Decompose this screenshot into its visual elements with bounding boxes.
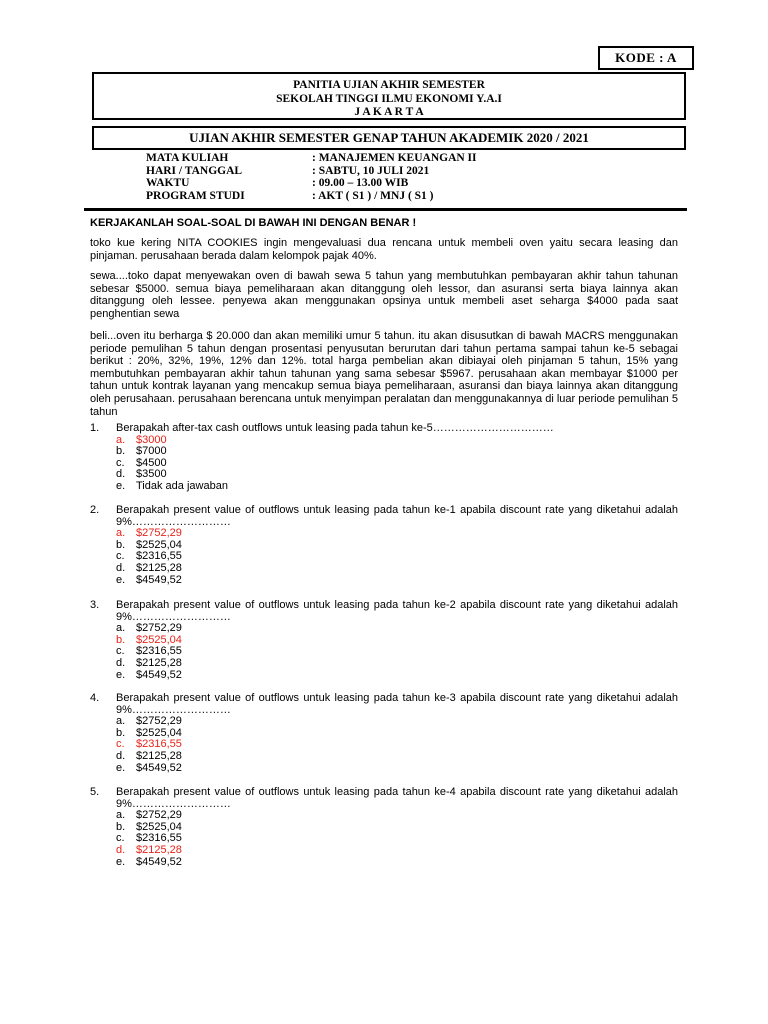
option-letter: a. <box>116 527 126 540</box>
committee-line: PANITIA UJIAN AKHIR SEMESTER <box>293 79 485 91</box>
option-text: $2525,04 <box>136 820 182 833</box>
option-letter: b. <box>116 633 126 646</box>
instruction: KERJAKANLAH SOAL-SOAL DI BAWAH INI DENGAN BENAR ! <box>90 217 417 229</box>
case-buy: beli...oven itu berharga $ 20.000 dan akan memiliki umur 5 tahun. itu akan disusutkan di bawah MACRS menggunakan periode pemulihan 5 tahun dengan prosentasi penyusutan berurutan dari tahun pertama sampai tahun ke-5 sebagai berikut : 20%, 32%, 19%, 12% dan 12%. total harga pembelian akan dibiayai oleh pinjaman 5 tahun, 15% yang membutuhkan pembayaran akhir tahun tahunan yang sama sebesar $5967. perusahaan akan membayar $1000 per tahun untuk kontrak layanan yang mencakup semua biaya pemeliharaan, asuransi dan biaya lainnya akan ditanggung oleh perusahaan. perusahaan berencana untuk menyimpan peralatan dan menggunakannya di luar periode pemulihan 5 tahun <box>90 330 678 418</box>
question-head <box>90 693 678 716</box>
option-text: Tidak ada jawaban <box>136 479 228 492</box>
option-text: $2125,28 <box>136 561 182 574</box>
answer-option <box>116 635 678 647</box>
info-label: WAKTU <box>146 177 190 190</box>
info-row-program <box>146 190 477 203</box>
option-list <box>116 716 678 774</box>
option-item <box>116 857 678 869</box>
option-item <box>116 763 678 775</box>
option-text: $4549,52 <box>136 573 182 586</box>
answer-option <box>116 528 678 540</box>
option-item <box>116 716 678 728</box>
question-4 <box>90 693 678 774</box>
option-text: $2316,55 <box>136 738 182 751</box>
exam-title: UJIAN AKHIR SEMESTER GENAP TAHUN AKADEMIK 2020 / 2021 <box>189 130 589 145</box>
question-number: 5. <box>90 786 100 798</box>
question-head <box>90 600 678 623</box>
option-list <box>116 435 678 493</box>
info-row-date <box>146 165 477 178</box>
option-letter: c. <box>116 550 125 563</box>
option-text: $4549,52 <box>136 761 182 774</box>
option-text: $2752,29 <box>136 527 182 540</box>
info-label: PROGRAM STUDI <box>146 189 245 202</box>
option-list <box>116 528 678 586</box>
option-letter: c. <box>116 645 125 658</box>
option-item <box>116 670 678 682</box>
option-text: $2316,55 <box>136 832 182 845</box>
question-head <box>90 423 678 435</box>
case-lease: sewa....toko dapat menyewakan oven di bawah sewa 5 tahun yang membutuhkan pembayaran akhir tahun tahunan sebesar $5000. semua biaya pemeliharaan akan ditanggung oleh lessor, dan asuransi serta biaya lainnya akan ditanggung oleh lessee. penyewa akan menggunakan opsinya untuk membeli aset seharga $4000 pada saat penghentian sewa <box>90 270 678 320</box>
option-text: $2316,55 <box>136 550 182 563</box>
info-value: : AKT ( S1 ) / MNJ ( S1 ) <box>312 189 434 202</box>
question-text: Berapakah present value of outflows untuk leasing pada tahun ke-2 apabila discount rate yang diketahui adalah 9%……………………… <box>116 599 678 623</box>
option-list <box>116 623 678 681</box>
option-letter: a. <box>116 622 126 635</box>
city-line: J A K A R T A <box>354 106 424 118</box>
option-letter: d. <box>116 749 126 762</box>
exam-code-box <box>598 46 694 70</box>
option-letter: e. <box>116 573 126 586</box>
info-value: : SABTU, 10 JULI 2021 <box>312 164 430 177</box>
option-letter: c. <box>116 832 125 845</box>
exam-info <box>146 152 477 202</box>
option-letter: a. <box>116 715 126 728</box>
option-item <box>116 728 678 740</box>
option-text: $4500 <box>136 456 167 469</box>
option-item <box>116 446 678 458</box>
answer-option <box>116 739 678 751</box>
question-text: Berapakah present value of outflows untuk leasing pada tahun ke-1 apabila discount rate yang diketahui adalah 9%……………………… <box>116 504 678 528</box>
info-value: : MANAJEMEN KEUANGAN II <box>312 152 477 164</box>
question-number: 1. <box>90 422 100 434</box>
option-text: $2752,29 <box>136 622 182 635</box>
option-letter: e. <box>116 479 126 492</box>
option-text: $2752,29 <box>136 715 182 728</box>
question-number: 2. <box>90 504 100 516</box>
option-text: $3500 <box>136 468 167 481</box>
option-text: $3000 <box>136 433 167 446</box>
option-text: $4549,52 <box>136 668 182 681</box>
option-item <box>116 458 678 470</box>
option-item <box>116 551 678 563</box>
option-item <box>116 646 678 658</box>
option-letter: b. <box>116 820 126 833</box>
question-text: Berapakah after-tax cash outflows untuk leasing pada tahun ke-5…………………………… <box>116 422 554 434</box>
info-label: MATA KULIAH <box>146 152 229 164</box>
question-head <box>90 787 678 810</box>
option-item <box>116 623 678 635</box>
answer-option <box>116 435 678 447</box>
option-item <box>116 658 678 670</box>
divider <box>84 208 687 211</box>
option-letter: e. <box>116 855 126 868</box>
option-text: $2125,28 <box>136 749 182 762</box>
case-intro: toko kue kering NITA COOKIES ingin mengevaluasi dua rencana untuk membeli oven yaitu secara leasing dan pinjaman. perusahaan berada dalam kelompok pajak 40%. <box>90 237 678 262</box>
option-letter: d. <box>116 656 126 669</box>
question-number: 3. <box>90 599 100 611</box>
option-letter: e. <box>116 761 126 774</box>
question-2 <box>90 505 678 586</box>
option-item <box>116 563 678 575</box>
option-text: $2316,55 <box>136 645 182 658</box>
option-item <box>116 575 678 587</box>
answer-option <box>116 845 678 857</box>
option-text: $2125,28 <box>136 656 182 669</box>
option-letter: c. <box>116 456 125 469</box>
exam-code: KODE : A <box>615 50 677 65</box>
option-item <box>116 833 678 845</box>
option-letter: d. <box>116 843 126 856</box>
question-3 <box>90 600 678 681</box>
option-text: $7000 <box>136 445 167 458</box>
option-text: $2525,04 <box>136 633 182 646</box>
info-value: : 09.00 – 13.00 WIB <box>312 177 409 190</box>
option-text: $2525,04 <box>136 726 182 739</box>
option-letter: d. <box>116 561 126 574</box>
question-1 <box>90 423 678 493</box>
exam-title-box <box>92 126 686 150</box>
institution-line: SEKOLAH TINGGI ILMU EKONOMI Y.A.I <box>276 92 502 105</box>
option-letter: d. <box>116 468 126 481</box>
info-row-time <box>146 177 477 190</box>
option-letter: a. <box>116 433 126 446</box>
option-list <box>116 810 678 868</box>
info-label: HARI / TANGGAL <box>146 164 243 177</box>
info-row-course <box>146 152 477 165</box>
option-letter: b. <box>116 445 126 458</box>
question-head <box>90 505 678 528</box>
option-item <box>116 540 678 552</box>
committee-header <box>92 72 686 120</box>
option-text: $2125,28 <box>136 843 182 856</box>
question-5 <box>90 787 678 868</box>
option-letter: c. <box>116 738 125 751</box>
option-item <box>116 822 678 834</box>
option-item <box>116 481 678 493</box>
question-number: 4. <box>90 692 100 704</box>
option-item <box>116 810 678 822</box>
option-letter: b. <box>116 538 126 551</box>
option-text: $2525,04 <box>136 538 182 551</box>
option-letter: a. <box>116 809 126 822</box>
option-text: $4549,52 <box>136 855 182 868</box>
option-letter: e. <box>116 668 126 681</box>
question-text: Berapakah present value of outflows untuk leasing pada tahun ke-3 apabila discount rate yang diketahui adalah 9%……………………… <box>116 692 678 716</box>
option-letter: b. <box>116 726 126 739</box>
question-text: Berapakah present value of outflows untuk leasing pada tahun ke-4 apabila discount rate yang diketahui adalah 9%……………………… <box>116 786 678 810</box>
option-text: $2752,29 <box>136 809 182 822</box>
option-item <box>116 751 678 763</box>
